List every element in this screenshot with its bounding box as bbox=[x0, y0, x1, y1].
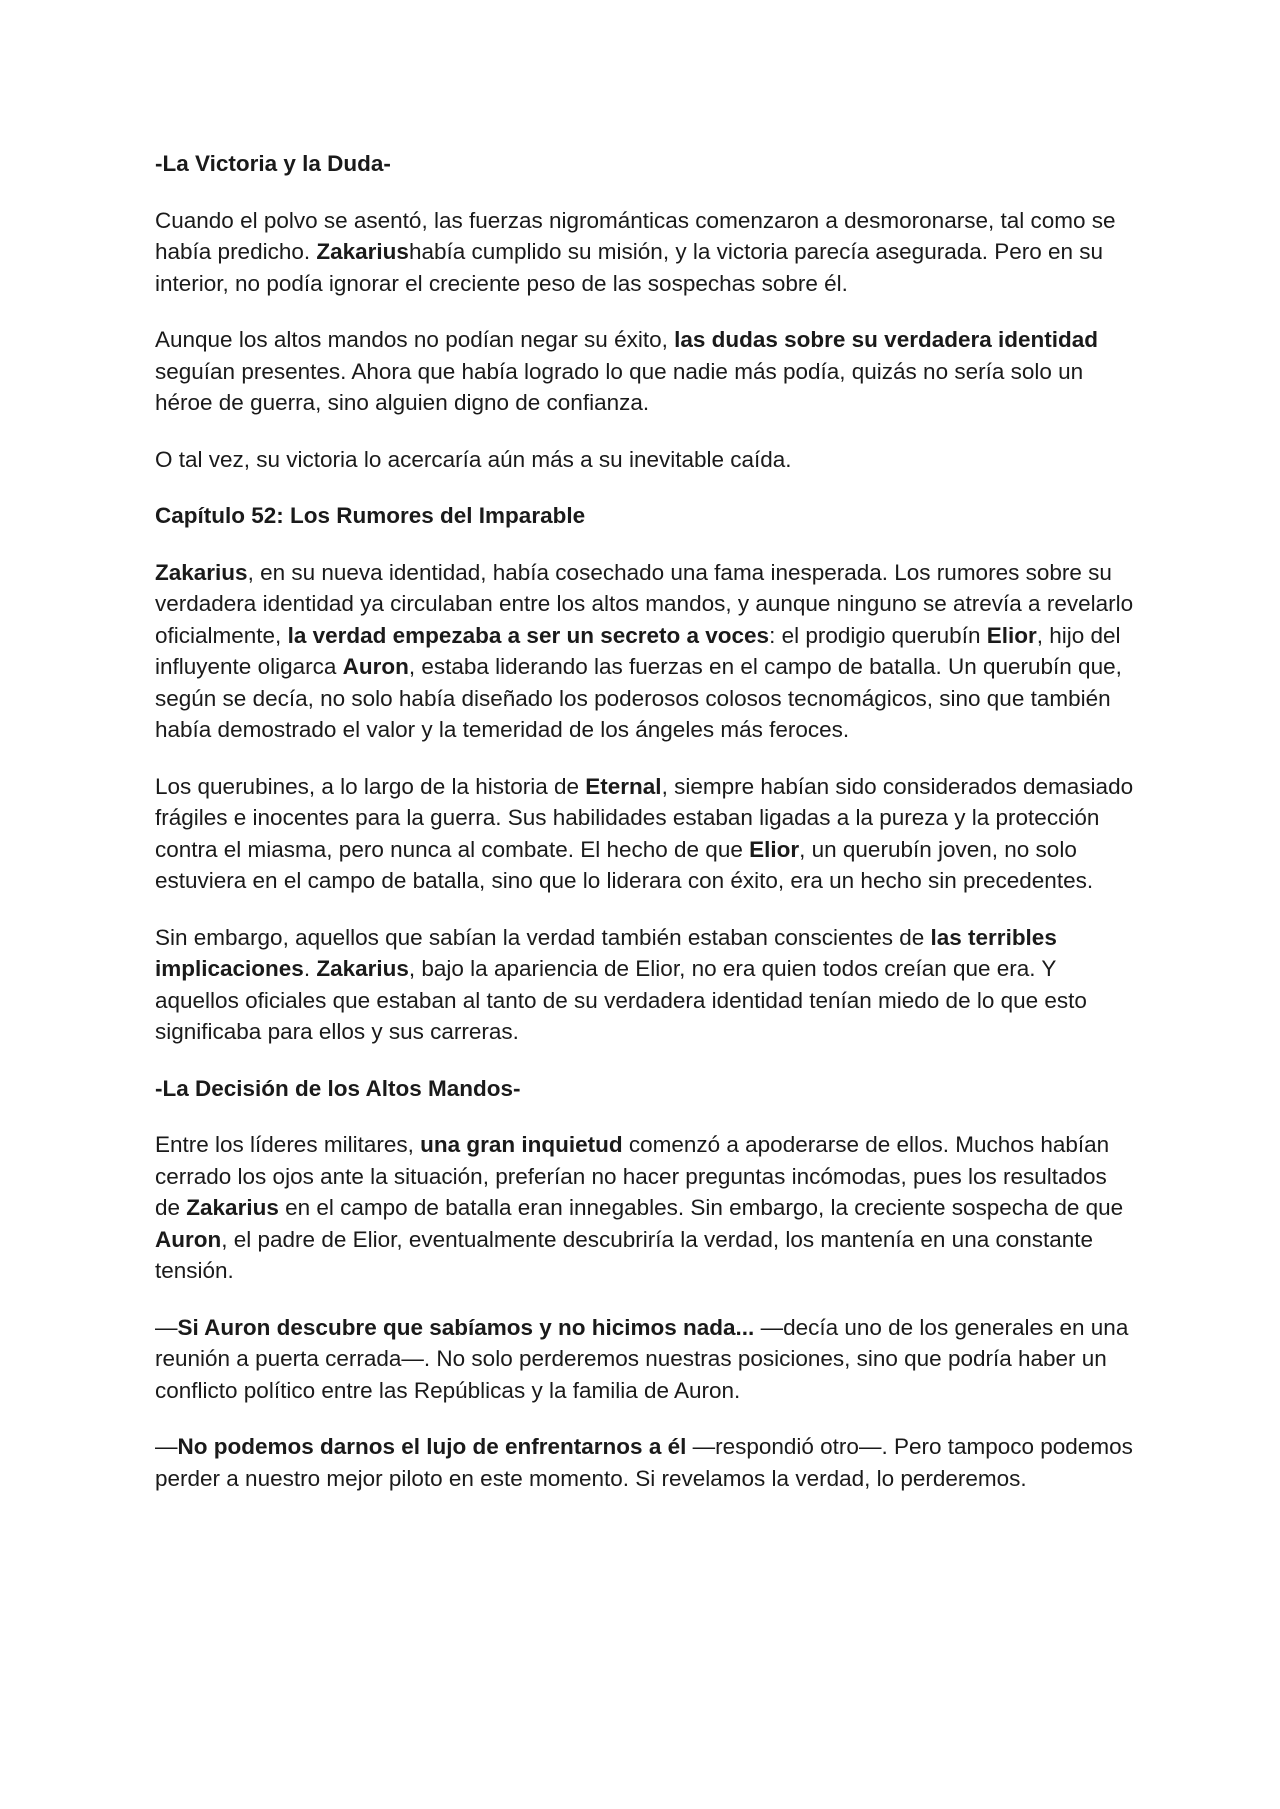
text-run: , hijo del influyente oligarca bbox=[155, 622, 1121, 679]
text-run: Cuando el polvo se asentó, las fuerzas nigrománticas comenzaron a desmoronarse, tal como se había predicho. bbox=[155, 207, 1116, 264]
dialogue-respuesta bbox=[155, 1431, 1135, 1494]
paragraph-querubines bbox=[155, 771, 1135, 897]
text-run: Sin embargo, aquellos que sabían la verdad también estaban conscientes de bbox=[155, 924, 931, 950]
bold-run: No podemos darnos el lujo de enfrentarnos a él bbox=[177, 1434, 687, 1459]
bold-run: una gran inquietud bbox=[420, 1132, 623, 1157]
paragraph-tal-vez bbox=[155, 444, 1135, 476]
paragraph-zakarius bbox=[155, 557, 1135, 746]
bold-run: las dudas sobre su verdadera identidad bbox=[674, 327, 1098, 352]
bold-run: Elior bbox=[986, 622, 1037, 648]
bold-run: Auron bbox=[342, 654, 409, 679]
bold-run: Auron bbox=[155, 1226, 222, 1252]
paragraph-aunque bbox=[155, 324, 1135, 419]
bold-run: Zakarius bbox=[186, 1195, 279, 1220]
paragraph-polvo bbox=[155, 205, 1135, 300]
text-run: , en su nueva identidad, había cosechado una fama inesperada. Los rumores sobre su verdadera identidad ya circulaban entre los altos mandos, y aunque ninguno se atrevía a revelarlo oficialmente, bbox=[155, 559, 1134, 648]
bold-run: Elior bbox=[749, 836, 800, 862]
section-heading-victoria bbox=[155, 148, 1135, 180]
dialogue-general bbox=[155, 1312, 1135, 1407]
text-run: , bajo la apariencia de Elior, no era quien todos creían que era. Y aquellos oficiales que estaban al tanto de su verdadera identidad tenían miedo de lo que esto significaba para ellos y sus carreras. bbox=[155, 956, 1087, 1044]
heading-text: -La Decisión de los Altos Mandos- bbox=[155, 1075, 521, 1101]
text-run: , un querubín joven, no solo estuviera en el campo de batalla, sino que lo liderara con éxito, era un hecho sin precedentes. bbox=[155, 836, 1094, 893]
paragraph-sin-embargo bbox=[155, 922, 1135, 1048]
bold-run: Zakarius bbox=[155, 559, 248, 585]
text-run: comenzó a apoderarse de ellos. Muchos habían cerrado los ojos ante la situación, preferían no hacer preguntas incómodas, pues los resultados de bbox=[155, 1132, 1110, 1220]
bold-run: la verdad empezaba a ser un secreto a voces bbox=[287, 622, 770, 648]
text-run: Los querubines, a lo largo de la historia de bbox=[155, 773, 586, 799]
heading-text: -La Victoria y la Duda- bbox=[155, 151, 391, 176]
text-run: Aunque los altos mandos no podían negar su éxito, bbox=[155, 327, 675, 352]
text-run: O tal vez, su victoria lo acercaría aún más a su inevitable caída. bbox=[155, 446, 792, 472]
chapter-heading bbox=[155, 500, 1135, 532]
bold-run: Eternal bbox=[585, 773, 662, 799]
text-run: en el campo de batalla eran innegables. Sin embargo, la creciente sospecha de que bbox=[278, 1195, 1124, 1220]
text-run: , el padre de Elior, eventualmente descubriría la verdad, los mantenía en una constante tensión. bbox=[155, 1226, 1094, 1283]
bold-run: Si Auron descubre que sabíamos y no hicimos nada... bbox=[177, 1314, 755, 1340]
text-run: — bbox=[155, 1314, 178, 1340]
paragraph-lideres bbox=[155, 1129, 1135, 1287]
text-run: : el prodigio querubín bbox=[769, 622, 987, 648]
text-run: , siempre habían sido considerados demasiado frágiles e inocentes para la guerra. Sus habilidades estaban ligadas a la pureza y la protección contra el miasma, pero nunca al combate. El hecho de que bbox=[155, 773, 1134, 862]
section-heading-decision bbox=[155, 1073, 1135, 1105]
text-run: — bbox=[155, 1434, 178, 1459]
text-run: . bbox=[303, 956, 317, 981]
text-run: había cumplido su misión, y la victoria parecía asegurada. Pero en su interior, no podía ignorar el creciente peso de las sospechas sobre él. bbox=[155, 239, 1104, 296]
text-run: —respondió otro—. Pero tampoco podemos perder a nuestro mejor piloto en este momento. Si revelamos la verdad, lo perderemos. bbox=[155, 1434, 1133, 1491]
heading-text: Capítulo 52: Los Rumores del Imparable bbox=[155, 503, 586, 528]
text-run: Entre los líderes militares, bbox=[155, 1132, 421, 1157]
bold-run: Zakarius bbox=[316, 239, 409, 264]
document-page bbox=[155, 148, 1135, 1519]
text-run: seguían presentes. Ahora que había logrado lo que nadie más podía, quizás no sería solo un héroe de guerra, sino alguien digno de confianza. bbox=[155, 358, 1084, 415]
text-run: , estaba liderando las fuerzas en el campo de batalla. Un querubín que, según se decía, no solo había diseñado los poderosos colosos tecnomágicos, sino que también había demostrado el valor y la temeridad de los ángeles más feroces. bbox=[155, 654, 1122, 742]
bold-run: las terribles implicaciones bbox=[155, 924, 1057, 981]
text-run: —decía uno de los generales en una reunión a puerta cerrada—. No solo perderemos nuestras posiciones, sino que podría haber un conflicto político entre las Repúblicas y la familia de Auron. bbox=[155, 1314, 1129, 1403]
bold-run: Zakarius bbox=[316, 956, 409, 981]
